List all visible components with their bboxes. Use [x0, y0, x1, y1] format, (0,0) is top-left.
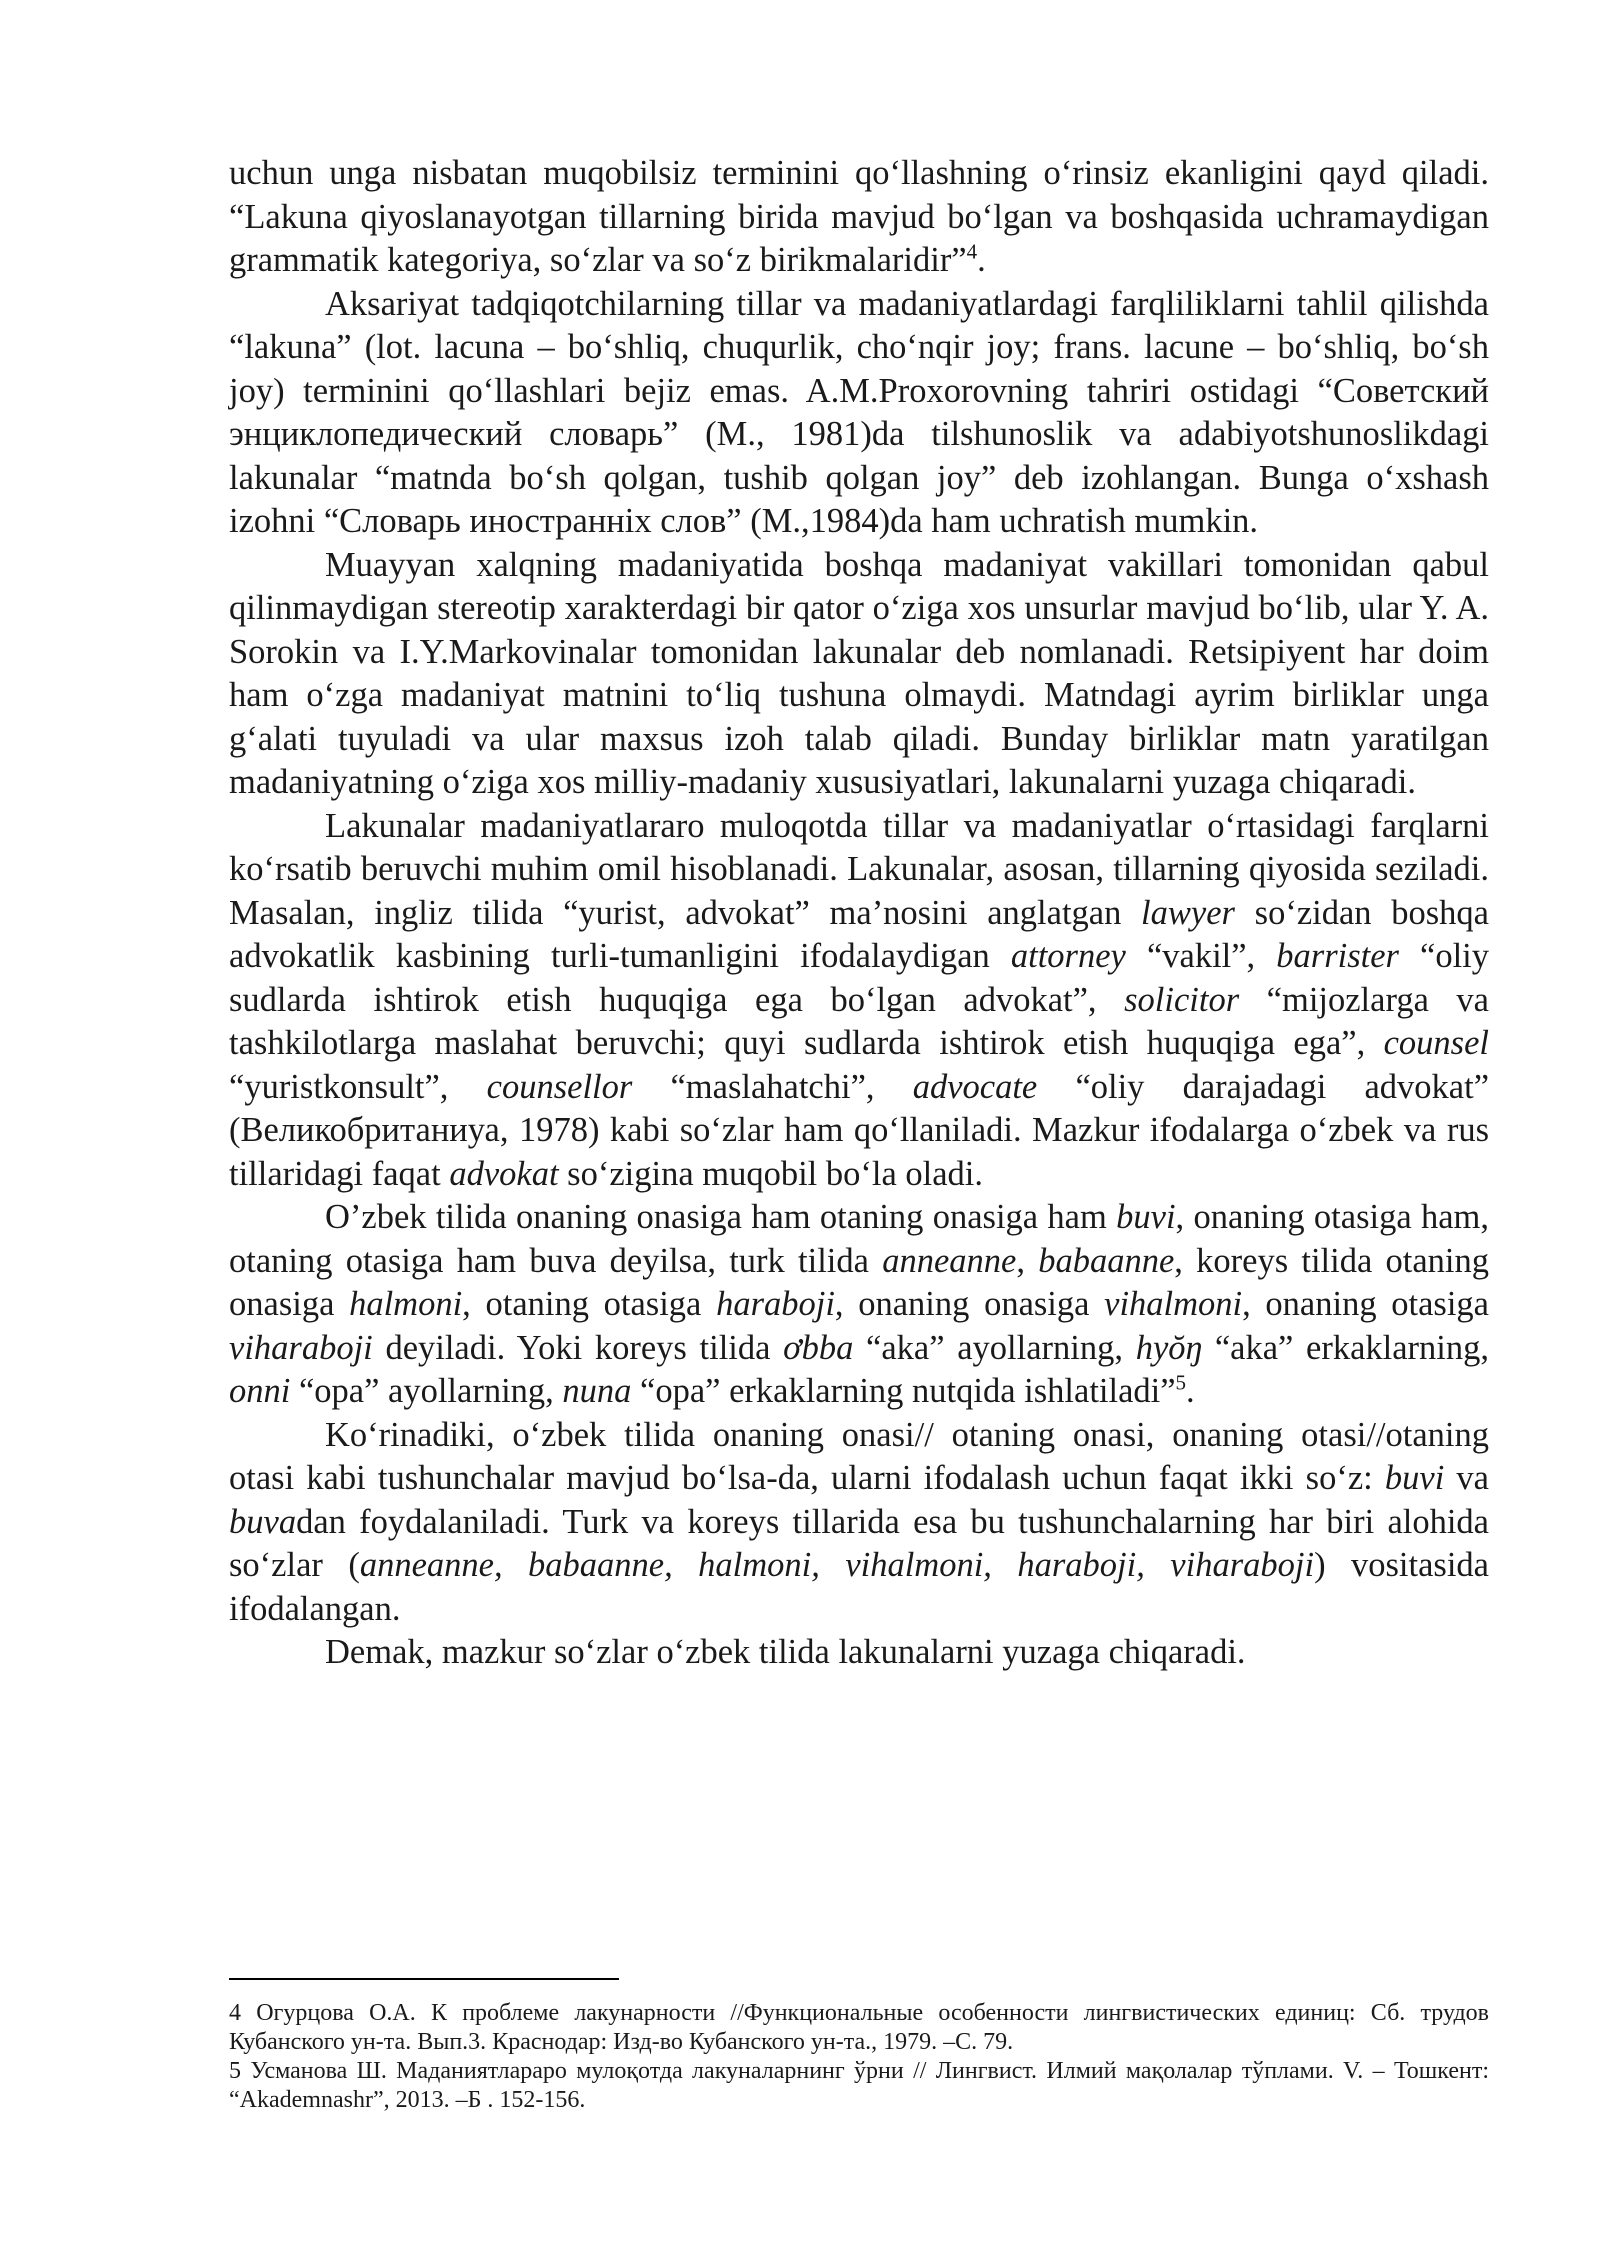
- text-run: Demak, mazkur so‘zlar o‘zbek tilida lakunalarni yuzaga chiqaradi.: [325, 1633, 1246, 1671]
- text-run: , onaning otasiga: [1242, 1285, 1489, 1323]
- italic-term: haraboji: [716, 1285, 835, 1323]
- italic-term: onni: [229, 1372, 291, 1410]
- italic-term: nuna: [562, 1372, 632, 1410]
- text-run: “maslahatchi”,: [632, 1067, 913, 1106]
- italic-term: counsel: [1383, 1024, 1489, 1062]
- italic-term: ơbba: [783, 1328, 854, 1367]
- text-run: O’zbek tilida onaning onasiga ham otaning onasiga ham: [325, 1198, 1117, 1236]
- text-run: dan foydalaniladi. Turk va koreys tillarida esa bu tushunchalarning har biri alohida so‘zlar (: [229, 1502, 1489, 1584]
- italic-term: anneanne: [882, 1241, 1017, 1280]
- text-run: .: [977, 241, 986, 279]
- text-run: “aka” ayollarning,: [853, 1328, 1136, 1367]
- italic-term: hyŏŋ: [1135, 1328, 1203, 1367]
- text-run: “vakil”,: [1125, 937, 1277, 975]
- main-text: [229, 152, 1489, 1675]
- text-run: Lakunalar madaniyatlararo muloqotda tillar va madaniyatlar o‘rtasidagi farqlarni ko‘rsatib beruvchi muhim omil hisoblanadi. Lakunalar, asosan, tillarning qiyosida seziladi. Masalan, ingliz tilida “yurist, advokat” ma’nosini anglatgan: [229, 806, 1489, 932]
- text-run: uchun unga nisbatan muqobilsiz terminini qo‘llashning o‘rinsiz ekanligini qayd qiladi. “Lakuna qiyoslanayotgan tillarning birida mavjud bo‘lgan va boshqasida uchramaydigan grammatik kategoriya, so‘zlar va so‘z birikmalaridir”: [229, 154, 1489, 279]
- italic-term: buva: [229, 1502, 297, 1541]
- footnote-separator: [229, 1978, 619, 1980]
- footnote-reference: 4: [966, 239, 978, 264]
- text-run: .: [1186, 1372, 1195, 1410]
- text-run: ,: [1016, 1241, 1039, 1280]
- text-run: , koreys tilida otaning onasiga: [229, 1241, 1489, 1323]
- italic-term: babaanne: [1038, 1241, 1175, 1280]
- text-run: , otaning otasiga: [462, 1285, 717, 1323]
- text-run: , onaning otasiga ham, otaning otasiga ham buva deyilsa, turk tilida: [229, 1198, 1489, 1280]
- text-run: “oliy darajadagi advokat” (Великобританиуа, 1978) kabi so‘zlar ham qo‘llaniladi. Mazkur ifodalarga o‘zbek va rus tillaridagi faqat: [229, 1067, 1490, 1193]
- text-run: “aka” erkaklarning,: [1202, 1328, 1490, 1367]
- text-run: so‘zidan boshqa advokatlik kasbining turli-tumanligini ifodalaydigan: [229, 893, 1489, 975]
- text-run: so‘zigina muqobil bo‘la oladi.: [558, 1154, 984, 1193]
- text-run: “opa” erkaklarning nutqida ishlatiladi”: [631, 1372, 1176, 1410]
- italic-term: lawyer: [1141, 893, 1235, 932]
- footnote-item: 5 Усманова Ш. Маданиятлараро мулоқотда лакуналарнинг ўрни // Лингвист. Илмий мақолалар тўплами. V. – Тошкент: “Akademnashr”, 2013. –Б . 152-156.: [229, 2058, 1489, 2113]
- italic-term: counsellor: [486, 1067, 633, 1106]
- italic-term: solicitor: [1124, 980, 1240, 1019]
- italic-term: advokat: [449, 1154, 559, 1193]
- paragraph: [229, 283, 1489, 544]
- italic-term: anneanne, babaanne, halmoni, vihalmoni, haraboji, viharaboji: [359, 1546, 1315, 1584]
- italic-term: halmoni: [349, 1285, 463, 1323]
- text-run: Muayyan xalqning madaniyatida boshqa madaniyat vakillari tomonidan qabul qilinmaydigan stereotip xarakterdagi bir qator o‘ziga xos unsurlar mavjud bo‘lib, ular Y. A. Sorokin va I.Y.Markovinalar tomonidan lakunalar deb nomlanadi. Retsipiyent har doim ham o‘zga madaniyat matnini to‘liq tushuna olmaydi. Matndagi ayrim birliklar unga g‘alati tuyuladi va ular maxsus izoh talab qiladi. Bunday birliklar matn yaratilgan madaniyatning o‘ziga xos milliy-madaniy xususiyatlari, lakunalarni yuzaga chiqaradi.: [229, 545, 1489, 801]
- text-run: Aksariyat tadqiqotchilarning tillar va madaniyatlardagi farqliliklarni tahlil qilishda “lakuna” (lot. lacuna – bo‘shliq, chuqurlik, cho‘nqir joy; frans. lacune – bo‘shliq, bo‘sh joy) terminini qo‘llashlari bejiz emas. A.M.Proxorovning tahriri ostidagi “Советский энциклопедический словарь” (M., 1981)da tilshunoslik va adabiyotshunoslikdagi lakunalar “matnda bo‘sh qolgan, tushib qolgan joy” deb izohlangan. Bunga o‘xshash izohni “Словарь иностранніх слов” (M.,1984)da ham uchratish mumkin.: [229, 284, 1489, 540]
- text-run: , onaning onasiga: [834, 1285, 1105, 1323]
- italic-term: vihalmoni: [1104, 1285, 1243, 1323]
- text-run: “oliy sudlarda ishtirok etish huquqiga ega bo‘lgan advokat”,: [229, 937, 1490, 1019]
- italic-term: barrister: [1276, 937, 1399, 975]
- text-run: “opa” ayollarning,: [290, 1372, 563, 1410]
- paragraph: [229, 152, 1489, 283]
- paragraph: [229, 1414, 1489, 1632]
- footnote-item: 4 Огурцова О.А. К проблеме лакунарности //Функциональные особенности лингвистических единиц: Сб. трудов Кубанского ун-та. Вып.3. Краснодар: Изд-во Кубанского ун-та., 1979. –С. 79.: [229, 2000, 1489, 2055]
- italic-term: viharaboji: [229, 1328, 373, 1367]
- italic-term: advocate: [912, 1067, 1038, 1106]
- text-run: “mijozlarga va tashkilotlarga maslahat beruvchi; quyi sudlarda ishtirok etish huquqiga ega”,: [229, 980, 1489, 1062]
- paragraph: [229, 805, 1489, 1197]
- italic-term: attorney: [1010, 937, 1126, 975]
- text-run: va: [1444, 1459, 1489, 1497]
- italic-term: buvi: [1116, 1198, 1176, 1236]
- footnote-reference: 5: [1175, 1370, 1187, 1395]
- paragraph: [229, 544, 1489, 805]
- text-run: deyiladi. Yoki koreys tilida: [372, 1328, 784, 1367]
- text-run: “yuristkonsult”,: [229, 1067, 487, 1106]
- paragraph: [229, 1196, 1489, 1414]
- text-run: ) vositasida ifodalangan.: [229, 1546, 1489, 1628]
- text-run: Ko‘rinadiki, o‘zbek tilida onaning onasi// otaning onasi, onaning otasi//otaning otasi kabi tushunchalar mavjud bo‘lsa-da, ularni ifodalash uchun faqat ikki so‘z:: [229, 1415, 1489, 1497]
- footnotes: [229, 1999, 1489, 2115]
- italic-term: buvi: [1384, 1459, 1445, 1497]
- paragraph: [229, 1631, 1489, 1675]
